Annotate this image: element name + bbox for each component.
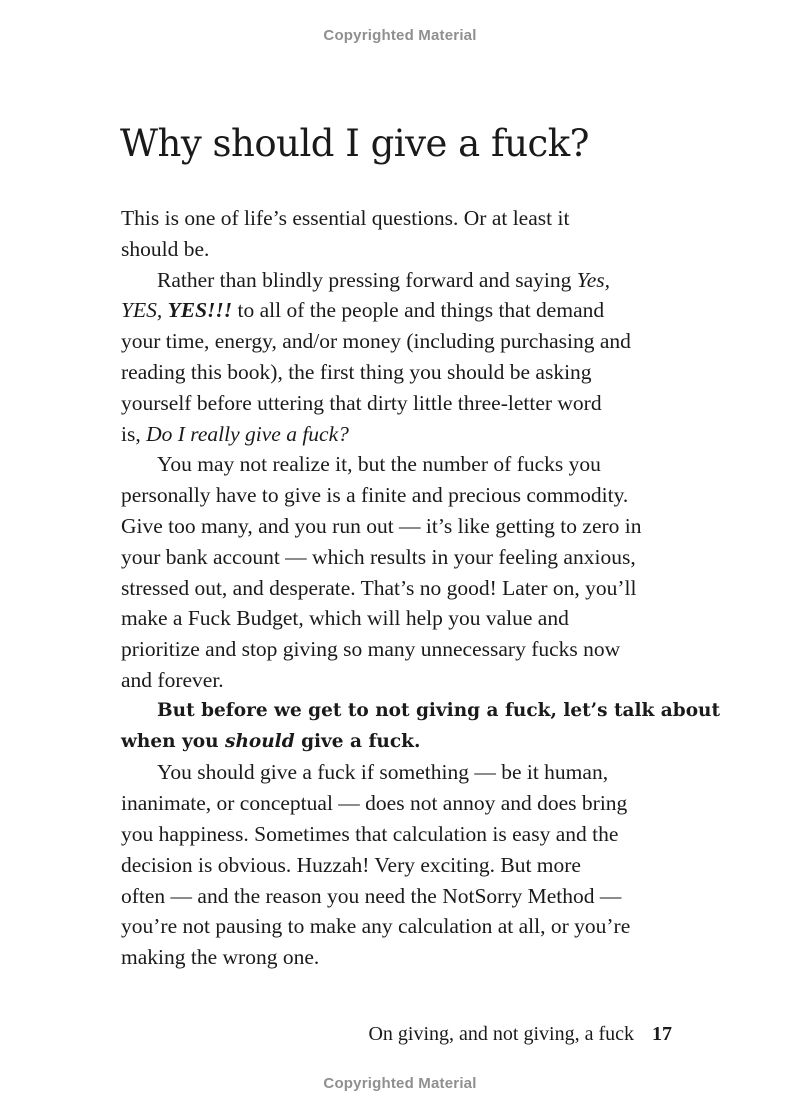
- italic-run: Yes,: [576, 267, 611, 292]
- text-line: prioritize and stop giving so many unnecessary fucks now: [121, 637, 621, 662]
- text-line: should be.: [121, 236, 210, 261]
- text-run: Rather than blindly pressing forward and saying: [157, 267, 577, 292]
- bold-italic-run: YES!!!: [167, 298, 233, 323]
- text-line: [121, 295, 681, 326]
- text-run: to all of the people and things that demand: [232, 298, 605, 323]
- running-head: On giving, and not giving, a fuck: [368, 1023, 634, 1045]
- text-line: Give too many, and you run out — it’s like getting to zero in: [121, 513, 642, 538]
- italic-run: YES,: [121, 298, 168, 323]
- paragraph-1: [121, 203, 681, 265]
- copyright-watermark-top: Copyrighted Material: [323, 27, 477, 44]
- text-line: often — and the reason you need the NotSorry Method —: [121, 883, 622, 908]
- copyright-watermark-bottom: Copyrighted Material: [323, 1075, 477, 1092]
- text-line: make a Fuck Budget, which will help you value and: [121, 606, 569, 631]
- paragraph-3: [121, 449, 681, 695]
- text-line: your time, energy, and/or money (including purchasing and: [121, 329, 631, 354]
- text-line: You should give a fuck if something — be it human,: [157, 760, 609, 785]
- text-run: when you: [121, 730, 226, 752]
- page-number: 17: [652, 1023, 672, 1045]
- bold-italic-run: should: [225, 730, 295, 752]
- body-text: [121, 203, 721, 973]
- text-line: decision is obvious. Huzzah! Very exciting. But more: [121, 852, 581, 877]
- italic-run: Do I really give a fuck?: [146, 421, 349, 446]
- page-footer: [368, 1023, 672, 1046]
- paragraph-4-bold: [121, 696, 721, 758]
- text-line: you happiness. Sometimes that calculation is easy and the: [121, 821, 619, 846]
- text-line: personally have to give is a finite and precious commodity.: [121, 483, 629, 508]
- text-line: you’re not pausing to make any calculation at all, or you’re: [121, 914, 631, 939]
- text-line: stressed out, and desperate. That’s no good! Later on, you’ll: [121, 575, 637, 600]
- text-line: making the wrong one.: [121, 945, 320, 970]
- text-line: your bank account — which results in your feeling anxious,: [121, 544, 636, 569]
- text-line: [121, 265, 681, 296]
- paragraph-5: [121, 757, 681, 973]
- text-run: is,: [121, 421, 147, 446]
- text-line: You may not realize it, but the number of fucks you: [157, 452, 601, 477]
- paragraph-2: [121, 265, 681, 450]
- text-run: give a fuck.: [294, 730, 421, 752]
- text-line: inanimate, or conceptual — does not annoy and does bring: [121, 791, 628, 816]
- chapter-heading: Why should I give a fuck?: [120, 122, 590, 165]
- text-line: reading this book), the first thing you should be asking: [121, 359, 592, 384]
- text-line: and forever.: [121, 667, 224, 692]
- text-line: [121, 419, 681, 450]
- text-line: [121, 727, 681, 758]
- text-line: But before we get to not giving a fuck, let’s talk about: [157, 699, 721, 721]
- text-line: This is one of life’s essential questions. Or at least it: [121, 206, 570, 230]
- text-line: yourself before uttering that dirty little three-letter word: [121, 390, 602, 415]
